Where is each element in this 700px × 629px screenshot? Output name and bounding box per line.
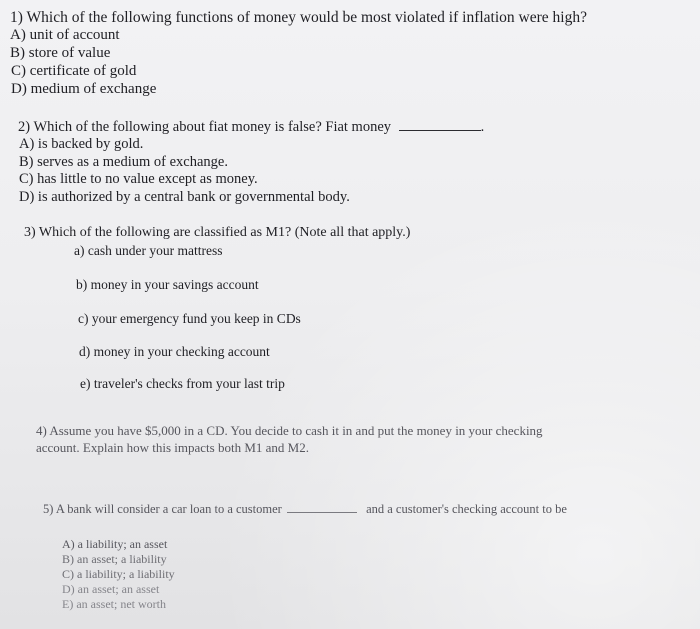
q3-option-b: b) money in your savings account (76, 277, 259, 292)
q5-option-b: B) an asset; a liability (62, 552, 167, 566)
q2-question-end: . (480, 119, 485, 135)
q2-question-text: 2) Which of the following about fiat money is false? Fiat money (18, 119, 392, 135)
q3-option-c: c) your emergency fund you keep in CDs (78, 311, 301, 326)
q5-question-line (43, 503, 567, 516)
q5-option-c: C) a liability; a liability (62, 567, 175, 581)
q1-option-d: D) medium of exchange (11, 81, 157, 97)
q3-option-e: e) traveler's checks from your last trip (80, 376, 285, 391)
q1-option-a: A) unit of account (10, 27, 120, 43)
q2-answer-blank (399, 129, 481, 131)
q5-option-e: E) an asset; net worth (62, 597, 166, 611)
q5-question-part2: and a customer's checking account to be (366, 502, 567, 516)
q2-question-line (18, 120, 484, 135)
q5-answer-blank (287, 511, 357, 513)
q2-option-a: A) is backed by gold. (19, 136, 144, 152)
q5-option-d: D) an asset; an asset (62, 582, 160, 596)
q2-option-d: D) is authorized by a central bank or governmental body. (19, 189, 350, 205)
q4-text-line1: 4) Assume you have $5,000 in a CD. You decide to cash it in and put the money in your checking (36, 423, 543, 438)
q5-option-a: A) a liability; an asset (62, 537, 168, 551)
q2-option-b: B) serves as a medium of exchange. (19, 154, 228, 170)
q3-option-a: a) cash under your mattress (74, 243, 223, 258)
q5-question-part1: 5) A bank will consider a car loan to a customer (43, 502, 282, 516)
q1-question: 1) Which of the following functions of money would be most violated if inflation were high? (10, 9, 587, 26)
q2-option-c: C) has little to no value except as money. (19, 171, 258, 187)
q3-question: 3) Which of the following are classified as M1? (Note all that apply.) (24, 225, 411, 240)
q3-option-d: d) money in your checking account (79, 344, 270, 359)
q4-text-line2: account. Explain how this impacts both M1 and M2. (36, 440, 309, 455)
q1-option-b: B) store of value (10, 45, 111, 61)
q1-option-c: C) certificate of gold (11, 63, 137, 79)
